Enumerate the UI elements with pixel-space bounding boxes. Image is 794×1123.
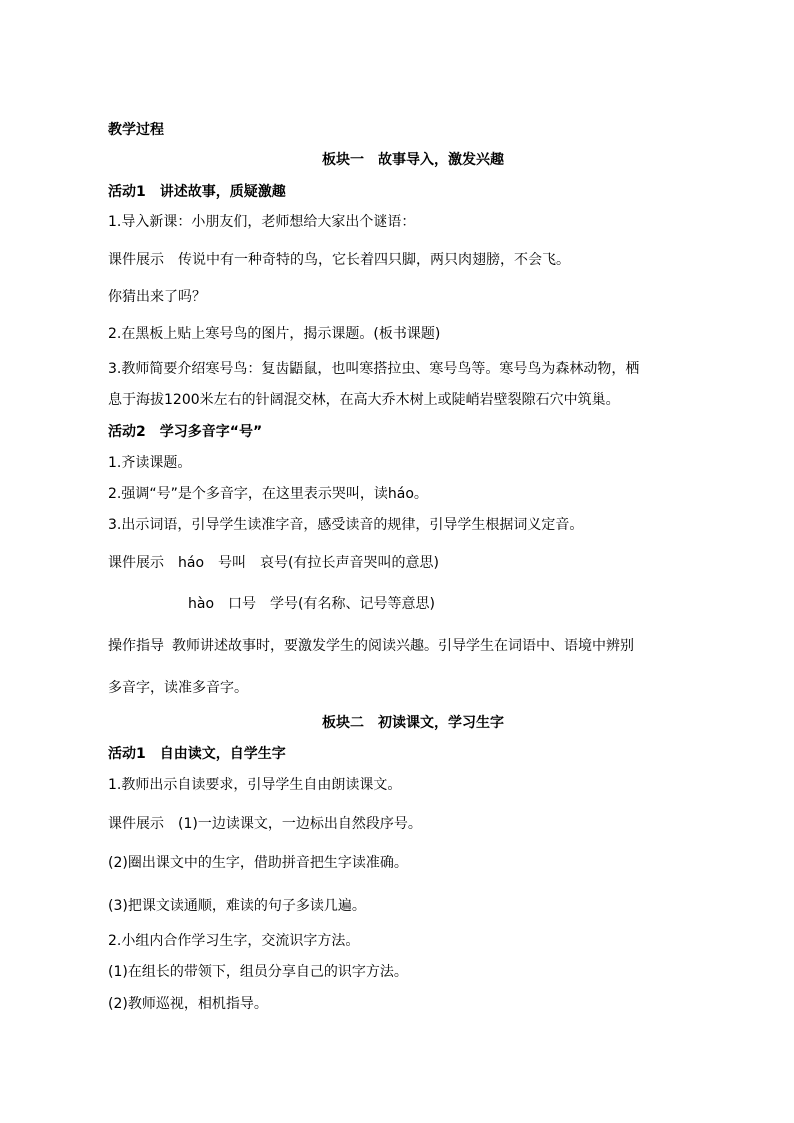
- courseware-label: 课件展示: [108, 252, 164, 268]
- word: 口号: [228, 596, 257, 612]
- paragraph: 2.强调“号”是个多音字，在这里表示哭叫，读háo。: [108, 486, 428, 502]
- block1-activity2: [108, 422, 262, 442]
- paragraph: 3.出示词语，引导学生读准字音，感受读音的规律，引导学生根据词义定音。: [108, 517, 584, 533]
- paragraph: 1.齐读课题。: [108, 455, 192, 471]
- courseware-label: 课件展示: [108, 816, 164, 832]
- courseware-display: [108, 553, 439, 573]
- pinyin: hào: [188, 596, 215, 612]
- guide-label: 操作指导: [108, 638, 164, 654]
- word: 号叫: [218, 555, 247, 571]
- paragraph: 1.教师出示自读要求，引导学生自由朗读课文。: [108, 777, 402, 793]
- activity-label: 活动1: [108, 746, 146, 762]
- pinyin: háo: [178, 555, 205, 571]
- block2-subtitle: 初读课文，学习生字: [378, 715, 504, 731]
- paragraph: 3.教师简要介绍寒号鸟：复齿鼯鼠，也叫寒搭拉虫、寒号鸟等。寒号鸟为森林动物，栖: [108, 361, 640, 377]
- block2-heading: [0, 713, 794, 733]
- activity-title: 自由读文，自学生字: [159, 746, 286, 762]
- riddle-text: 传说中有一种奇特的鸟，它长着四只脚，两只肉翅膀，不会飞。: [178, 252, 570, 268]
- block1-subtitle: 故事导入，激发兴趣: [378, 152, 504, 168]
- block2-activity1: [108, 744, 286, 764]
- courseware-label: 课件展示: [108, 555, 164, 571]
- pinyin-row: [188, 594, 435, 614]
- paragraph: 多音字，读准多音字。: [108, 680, 248, 696]
- activity-label: 活动2: [108, 424, 146, 440]
- block2-title: 板块二: [322, 715, 364, 731]
- paragraph: (2)教师巡视，相机指导。: [108, 996, 268, 1012]
- paragraph: 息于海拔1200米左右的针阔混交林，在高大乔木树上或陡峭岩壁裂隙石穴中筑巢。: [108, 392, 620, 408]
- paragraph: (1)在组长的带领下，组员分享自己的识字方法。: [108, 964, 408, 980]
- block1-heading: [0, 150, 794, 170]
- paragraph: 2.在黑板上贴上寒号鸟的图片，揭示课题。(板书课题): [108, 326, 441, 342]
- block1-title: 板块一: [322, 152, 364, 168]
- courseware-display: [108, 814, 422, 834]
- section-heading: 教学过程: [108, 122, 164, 138]
- paragraph: (2)圈出课文中的生字，借助拼音把生字读准确。: [108, 855, 408, 871]
- courseware-display: [108, 250, 570, 270]
- activity-label: 活动1: [108, 184, 146, 200]
- requirement-text: (1)一边读课文，一边标出自然段序号。: [178, 816, 422, 832]
- paragraph: 你猜出来了吗？: [108, 289, 206, 305]
- activity-title: 讲述故事，质疑激趣: [159, 184, 286, 200]
- paragraph: 1.导入新课：小朋友们，老师想给大家出个谜语：: [108, 214, 416, 230]
- word: 学号(有名称、记号等意思): [270, 596, 435, 612]
- word: 哀号(有拉长声音哭叫的意思): [260, 555, 439, 571]
- block1-activity1: [108, 182, 286, 202]
- operation-guide: [108, 636, 634, 656]
- paragraph: 2.小组内合作学习生字，交流识字方法。: [108, 933, 360, 949]
- paragraph: (3)把课文读通顺，难读的句子多读几遍。: [108, 898, 366, 914]
- guide-text: 教师讲述故事时，要激发学生的阅读兴趣。引导学生在词语中、语境中辨别: [172, 638, 634, 654]
- activity-title: 学习多音字“号”: [159, 424, 263, 440]
